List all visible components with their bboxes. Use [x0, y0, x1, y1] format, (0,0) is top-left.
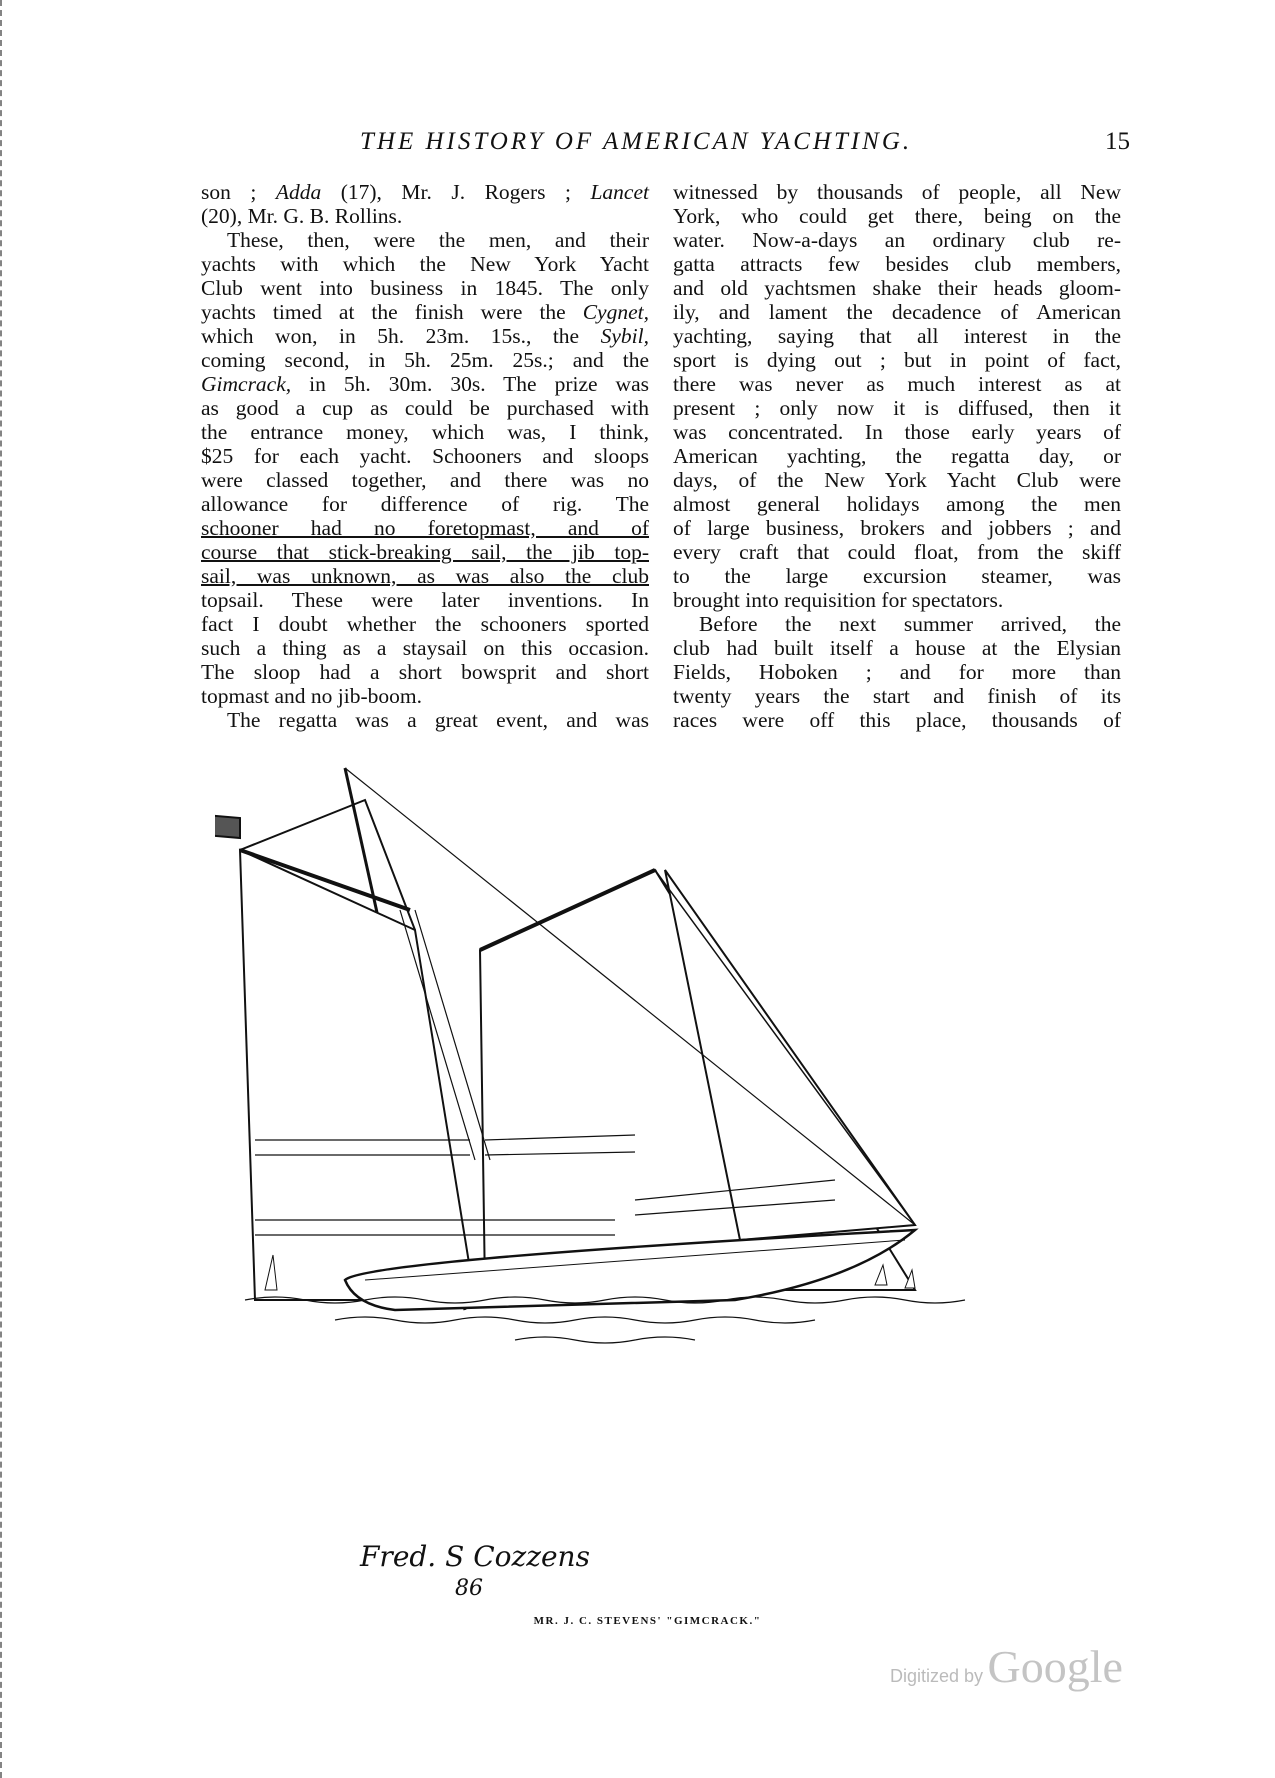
text-line — [673, 468, 1121, 492]
text-segment: yachts with which the New York Yacht — [201, 252, 649, 276]
text-segment: ily, and lament the decadence of American — [673, 300, 1121, 324]
text-line — [673, 372, 1121, 396]
text-segment: topmast and no jib-boom. — [201, 684, 422, 708]
text-line — [673, 540, 1121, 564]
text-line — [673, 588, 1121, 612]
text-segment: which won, in 5h. 23m. 15s., the — [201, 324, 601, 348]
text-segment: club had built itself a house at the Elysian — [673, 636, 1121, 660]
text-segment: of large business, brokers and jobbers ; and — [673, 516, 1121, 540]
schooner-illustration — [215, 760, 1135, 1480]
italic-yacht-name: Cygnet, — [582, 300, 649, 324]
text-line — [201, 492, 649, 516]
text-line — [673, 660, 1121, 684]
text-segment: Before the next summer arrived, the — [699, 612, 1121, 636]
text-segment: to the large excursion steamer, was — [673, 564, 1121, 588]
italic-yacht-name: Lancet — [590, 180, 649, 204]
text-line — [673, 276, 1121, 300]
text-segment: yachts timed at the finish were the — [201, 300, 583, 324]
text-line — [201, 636, 649, 660]
signature-year: 86 — [455, 1576, 483, 1601]
google-logo: Google — [987, 1641, 1123, 1692]
text-segment: These, then, were the men, and their — [227, 228, 649, 252]
text-segment: Fields, Hoboken ; and for more than — [673, 660, 1121, 684]
text-segment: yachting, saying that all interest in the — [673, 324, 1121, 348]
text-segment: coming second, in 5h. 25m. 25s.; and the — [201, 348, 649, 372]
text-segment: almost general holidays among the men — [673, 492, 1121, 516]
text-line — [201, 564, 649, 588]
text-line — [673, 612, 1121, 636]
text-line — [201, 444, 649, 468]
text-line — [201, 372, 649, 396]
running-header — [360, 128, 1130, 156]
text-line — [673, 492, 1121, 516]
digitized-watermark — [890, 1640, 1123, 1693]
foresail — [240, 850, 475, 1300]
left-column — [201, 180, 649, 732]
text-segment: (17), Mr. J. Rogers ; — [321, 180, 591, 204]
text-line — [201, 540, 649, 564]
text-line — [201, 228, 649, 252]
text-segment: schooner had no foretopmast, and of — [201, 516, 649, 540]
text-segment: twenty years the start and finish of its — [673, 684, 1121, 708]
text-line — [201, 516, 649, 540]
flag — [215, 815, 240, 838]
text-segment: water. Now-a-days an ordinary club re- — [673, 228, 1121, 252]
text-line — [673, 444, 1121, 468]
text-line — [673, 228, 1121, 252]
text-line — [673, 516, 1121, 540]
text-line — [201, 684, 649, 708]
text-line — [201, 660, 649, 684]
text-segment: were classed together, and there was no — [201, 468, 649, 492]
text-line — [201, 588, 649, 612]
text-line — [201, 324, 649, 348]
text-segment: (20), Mr. G. B. Rollins. — [201, 204, 403, 228]
text-segment: every craft that could float, from the skiff — [673, 540, 1121, 564]
text-line — [201, 348, 649, 372]
text-segment: These were later inventions. In — [263, 588, 649, 612]
text-line — [673, 204, 1121, 228]
text-line — [673, 180, 1121, 204]
running-title: THE HISTORY OF AMERICAN YACHTING. — [360, 128, 913, 155]
text-segment: course that stick-breaking sail, the jib top- — [201, 540, 649, 564]
watermark-prefix: Digitized by — [890, 1666, 984, 1686]
right-column — [673, 180, 1121, 732]
text-line — [201, 708, 649, 732]
text-segment: allowance for difference of rig. The — [201, 492, 649, 516]
text-segment: as good a cup as could be purchased with — [201, 396, 649, 420]
text-segment: witnessed by thousands of people, all New — [673, 180, 1121, 204]
text-line — [673, 564, 1121, 588]
text-segment: $25 for each yacht. Schooners and sloops — [201, 444, 649, 468]
text-line — [673, 252, 1121, 276]
text-segment: such a thing as a staysail on this occasion. — [201, 636, 649, 660]
text-line — [201, 252, 649, 276]
page-number: 15 — [1105, 128, 1130, 155]
text-line — [201, 180, 649, 204]
text-segment: the entrance money, which was, I think, — [201, 420, 649, 444]
text-segment: there was never as much interest as at — [673, 372, 1121, 396]
text-segment: sport is dying out ; but in point of fact, — [673, 348, 1121, 372]
text-segment: The regatta was a great event, and was — [227, 708, 649, 732]
text-segment: gatta attracts few besides club members, — [673, 252, 1121, 276]
text-segment: fact I doubt whether the schooners sported — [201, 612, 649, 636]
text-line — [673, 420, 1121, 444]
text-line — [673, 708, 1121, 732]
text-segment: Club went into business in 1845. The only — [201, 276, 649, 300]
text-segment: races were off this place, thousands of — [673, 708, 1121, 732]
artist-signature — [360, 1540, 590, 1602]
signature-name: Fred. S Cozzens — [360, 1540, 590, 1573]
text-segment: brought into requisition for spectators. — [673, 588, 1004, 612]
italic-yacht-name: Gimcrack, — [201, 372, 292, 396]
text-line — [201, 276, 649, 300]
text-line — [673, 300, 1121, 324]
italic-yacht-name: Adda — [275, 180, 322, 204]
text-segment: was concentrated. In those early years of — [673, 420, 1121, 444]
text-segment: and old yachtsmen shake their heads gloom- — [673, 276, 1121, 300]
text-line — [673, 348, 1121, 372]
text-segment: topsail. — [201, 588, 264, 612]
scan-edge — [0, 0, 10, 1778]
text-line — [673, 324, 1121, 348]
text-line — [201, 396, 649, 420]
text-segment: in 5h. 30m. 30s. The prize was — [291, 372, 649, 396]
text-segment: The sloop had a short bowsprit and short — [201, 660, 649, 684]
illustration-caption: MR. J. C. STEVENS' "GIMCRACK." — [533, 1615, 762, 1627]
text-line — [201, 612, 649, 636]
text-segment: days, of the New York Yacht Club were — [673, 468, 1121, 492]
text-segment: son ; — [201, 180, 276, 204]
text-line — [673, 684, 1121, 708]
text-line — [673, 636, 1121, 660]
text-line — [201, 204, 649, 228]
text-line — [673, 396, 1121, 420]
text-segment: York, who could get there, being on the — [673, 204, 1121, 228]
italic-yacht-name: Sybil, — [600, 324, 649, 348]
text-segment: present ; only now it is diffused, then it — [673, 396, 1121, 420]
text-segment: sail, was unknown, as was also the club — [201, 564, 649, 588]
text-line — [201, 420, 649, 444]
text-line — [201, 468, 649, 492]
text-segment: American yachting, the regatta day, or — [673, 444, 1121, 468]
text-line — [201, 300, 649, 324]
